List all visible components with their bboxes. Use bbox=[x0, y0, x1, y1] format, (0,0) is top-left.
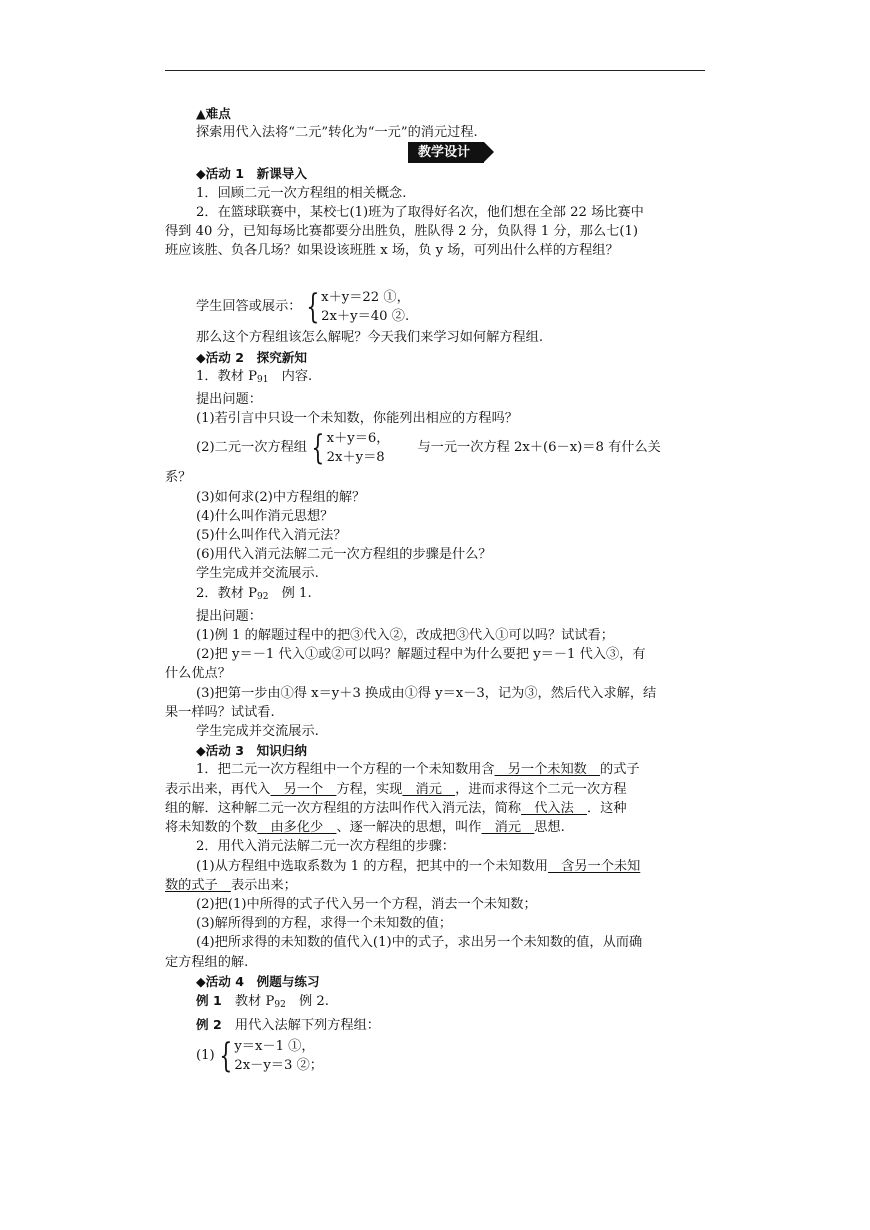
banner-arrow-icon bbox=[484, 142, 494, 162]
blank-fill: 数的式子 bbox=[165, 877, 231, 893]
answer-label: 学生回答或展示： bbox=[196, 299, 302, 315]
a4-example2: 例 2 用代入法解下列方程组： bbox=[196, 1017, 380, 1034]
blank-fill: 消元 bbox=[402, 781, 456, 797]
a2-ask2: 提出问题： bbox=[196, 608, 262, 624]
a3-s1-line2: 表示出来，再代入 另一个 方程，实现 消元 ，进而求得这个二元一次方程 bbox=[165, 781, 627, 797]
page-content bbox=[165, 104, 705, 1077]
a3-t3: (3)解所得到的方程，求得一个未知数的值； bbox=[196, 916, 453, 932]
a3-t1-line2: 数的式子 表示出来； bbox=[165, 877, 297, 893]
a1-answer bbox=[165, 286, 705, 328]
equation-system-3: { y＝x－1 ①， 2x－y＝3 ②； bbox=[219, 1035, 323, 1076]
a3-t4-line2: 定方程组的解. bbox=[165, 954, 249, 970]
a2-q3: (3)如何求(2)中方程组的解？ bbox=[196, 489, 366, 505]
a2-r2-line2: 什么优点？ bbox=[165, 666, 231, 682]
equation-2: 2x＋y＝40 ②. bbox=[321, 308, 410, 324]
blank-fill: 另一个 bbox=[270, 781, 337, 797]
a3-t1-line1: (1)从方程组中选取系数为 1 的方程，把其中的一个未知数用 含另一个未知 bbox=[196, 858, 641, 874]
brace-icon: { bbox=[305, 286, 319, 327]
a3-t4-line1: (4)把所求得的未知数的值代入(1)中的式子，求出另一个未知数的值，从而确 bbox=[196, 935, 643, 951]
a3-s1-line1: 1．把二元一次方程组中一个方程的一个未知数用含 另一个未知数 的式子 bbox=[196, 762, 640, 778]
blank-fill: 另一个未知数 bbox=[494, 762, 601, 778]
a2-done2: 学生完成并交流展示. bbox=[196, 724, 319, 740]
a3-s2: 2．用代入消元法解二元一次方程组的步骤： bbox=[196, 839, 455, 855]
a2-q2-cont: 系？ bbox=[165, 470, 192, 486]
a4-example1: 例 1 教材 $P_{92}$ 例 2. bbox=[196, 992, 329, 1010]
difficulty-heading: ▲难点 bbox=[196, 106, 231, 121]
a4-part1: (1) { y＝x－1 ①， 2x－y＝3 ②； bbox=[196, 1035, 323, 1076]
a2-r2-line1: (2)把 y＝－1 代入①或②可以吗？解题过程中为什么要把 y＝－1 代入③，有 bbox=[196, 647, 646, 663]
brace-icon: { bbox=[311, 427, 325, 468]
banner-row bbox=[165, 142, 705, 164]
a2-r3-line2: 果一样吗？试试看. bbox=[165, 704, 275, 720]
teaching-design-banner: 教学设计 bbox=[408, 142, 484, 163]
activity2-heading: ◆活动 2 探究新知 bbox=[196, 349, 307, 365]
blank-fill: 代入法 bbox=[521, 800, 587, 816]
a2-done1: 学生完成并交流展示. bbox=[196, 566, 319, 582]
a1-transition: 那么这个方程组该怎么解呢？今天我们来学习如何解方程组. bbox=[196, 330, 544, 346]
a1-item1: 1．回顾二元一次方程组的相关概念. bbox=[196, 185, 407, 201]
equation-system-2: { x＋y＝6， 2x＋y＝8 bbox=[311, 427, 390, 468]
a2-r1: (1)例 1 的解题过程中的把③代入②，改成把③代入①可以吗？试试看； bbox=[196, 628, 614, 644]
a1-item2-line1: 2．在篮球联赛中，某校七(1)班为了取得好名次，他们想在全部 22 场比赛中 bbox=[196, 204, 644, 220]
a2-r3-line1: (3)把第一步由①得 x＝y＋3 换成由①得 y＝x－3，记为③，然后代入求解，结 bbox=[196, 685, 657, 701]
a2-q2: (2)二元一次方程组 { x＋y＝6， 2x＋y＝8 与一元一次方程 2x＋(6－x)＝8 有什么关 bbox=[196, 427, 661, 468]
blank-fill: 由多化少 bbox=[257, 820, 337, 836]
a1-item2-line2: 得到 40 分，已知每场比赛都要分出胜负，胜队得 2 分，负队得 1 分，那么七(1) bbox=[165, 224, 639, 240]
a2-item1: 1．教材 $P_{91}$ 内容. bbox=[196, 368, 313, 385]
activity3-heading: ◆活动 3 知识归纳 bbox=[196, 743, 307, 759]
equation-system-1 bbox=[302, 288, 410, 326]
difficulty-text: 探索用代入法将“二元”转化为“一元”的消元过程. bbox=[196, 125, 478, 141]
a2-q4: (4)什么叫作消元思想？ bbox=[196, 508, 334, 524]
a3-t2: (2)把(1)中所得的式子代入另一个方程，消去一个未知数； bbox=[196, 896, 537, 912]
equation-1: x＋y＝22 ①， bbox=[321, 289, 410, 305]
activity1-heading: ◆活动 1 新课导入 bbox=[196, 166, 307, 182]
blank-fill: 含另一个未知 bbox=[547, 858, 641, 874]
a2-item2: 2．教材 $P_{92}$ 例 1. bbox=[196, 585, 312, 602]
a2-ask1: 提出问题： bbox=[196, 392, 262, 408]
brace-icon: { bbox=[219, 1035, 232, 1076]
blank-fill: 消元 bbox=[481, 820, 535, 836]
activity4-heading: ◆活动 4 例题与练习 bbox=[196, 973, 320, 989]
a3-s1-line4: 将未知数的个数 由多化少 、逐一解决的思想，叫作 消元 思想. bbox=[165, 820, 565, 836]
a1-item2-line3: 班应该胜、负各几场？如果设该班胜 x 场，负 y 场，可列出什么样的方程组？ bbox=[165, 243, 619, 259]
header-rule bbox=[165, 70, 705, 71]
a2-q6: (6)用代入消元法解二元一次方程组的步骤是什么？ bbox=[196, 547, 492, 563]
a2-q5: (5)什么叫作代入消元法？ bbox=[196, 528, 347, 544]
a2-q1: (1)若引言中只设一个未知数，你能列出相应的方程吗？ bbox=[196, 411, 518, 427]
a3-s1-line3: 组的解．这种解二元一次方程组的方法叫作代入消元法，简称 代入法 ．这种 bbox=[165, 800, 627, 816]
